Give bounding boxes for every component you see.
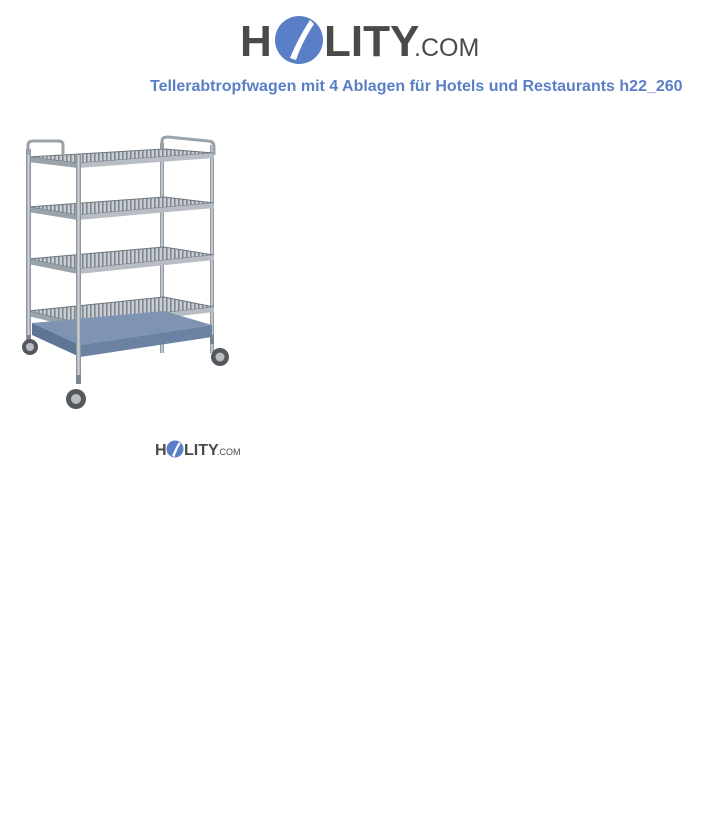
wheel-icon <box>22 335 38 355</box>
shelf-3 <box>28 247 214 274</box>
logo-small-letter-h: H <box>155 442 167 459</box>
wheel-icon <box>66 375 86 409</box>
logo-small-o-icon <box>167 441 184 458</box>
shelf-1 <box>28 149 214 168</box>
logo-lity: LITY <box>324 17 420 66</box>
holity-logo[interactable] <box>240 12 490 68</box>
product-title: Tellerabtropfwagen mit 4 Ablagen für Hotels und Restaurants h22_260 <box>150 78 683 95</box>
shelf-2 <box>28 197 214 220</box>
logo-small-domain: .COM <box>217 447 240 457</box>
holity-logo-small <box>155 438 240 460</box>
logo-domain: .COM <box>414 34 480 62</box>
logo-small-lity: LITY <box>184 442 219 459</box>
logo-letter-h: H <box>240 17 272 66</box>
plate-drying-trolley-image <box>18 135 238 420</box>
logo-o-icon <box>275 16 323 64</box>
